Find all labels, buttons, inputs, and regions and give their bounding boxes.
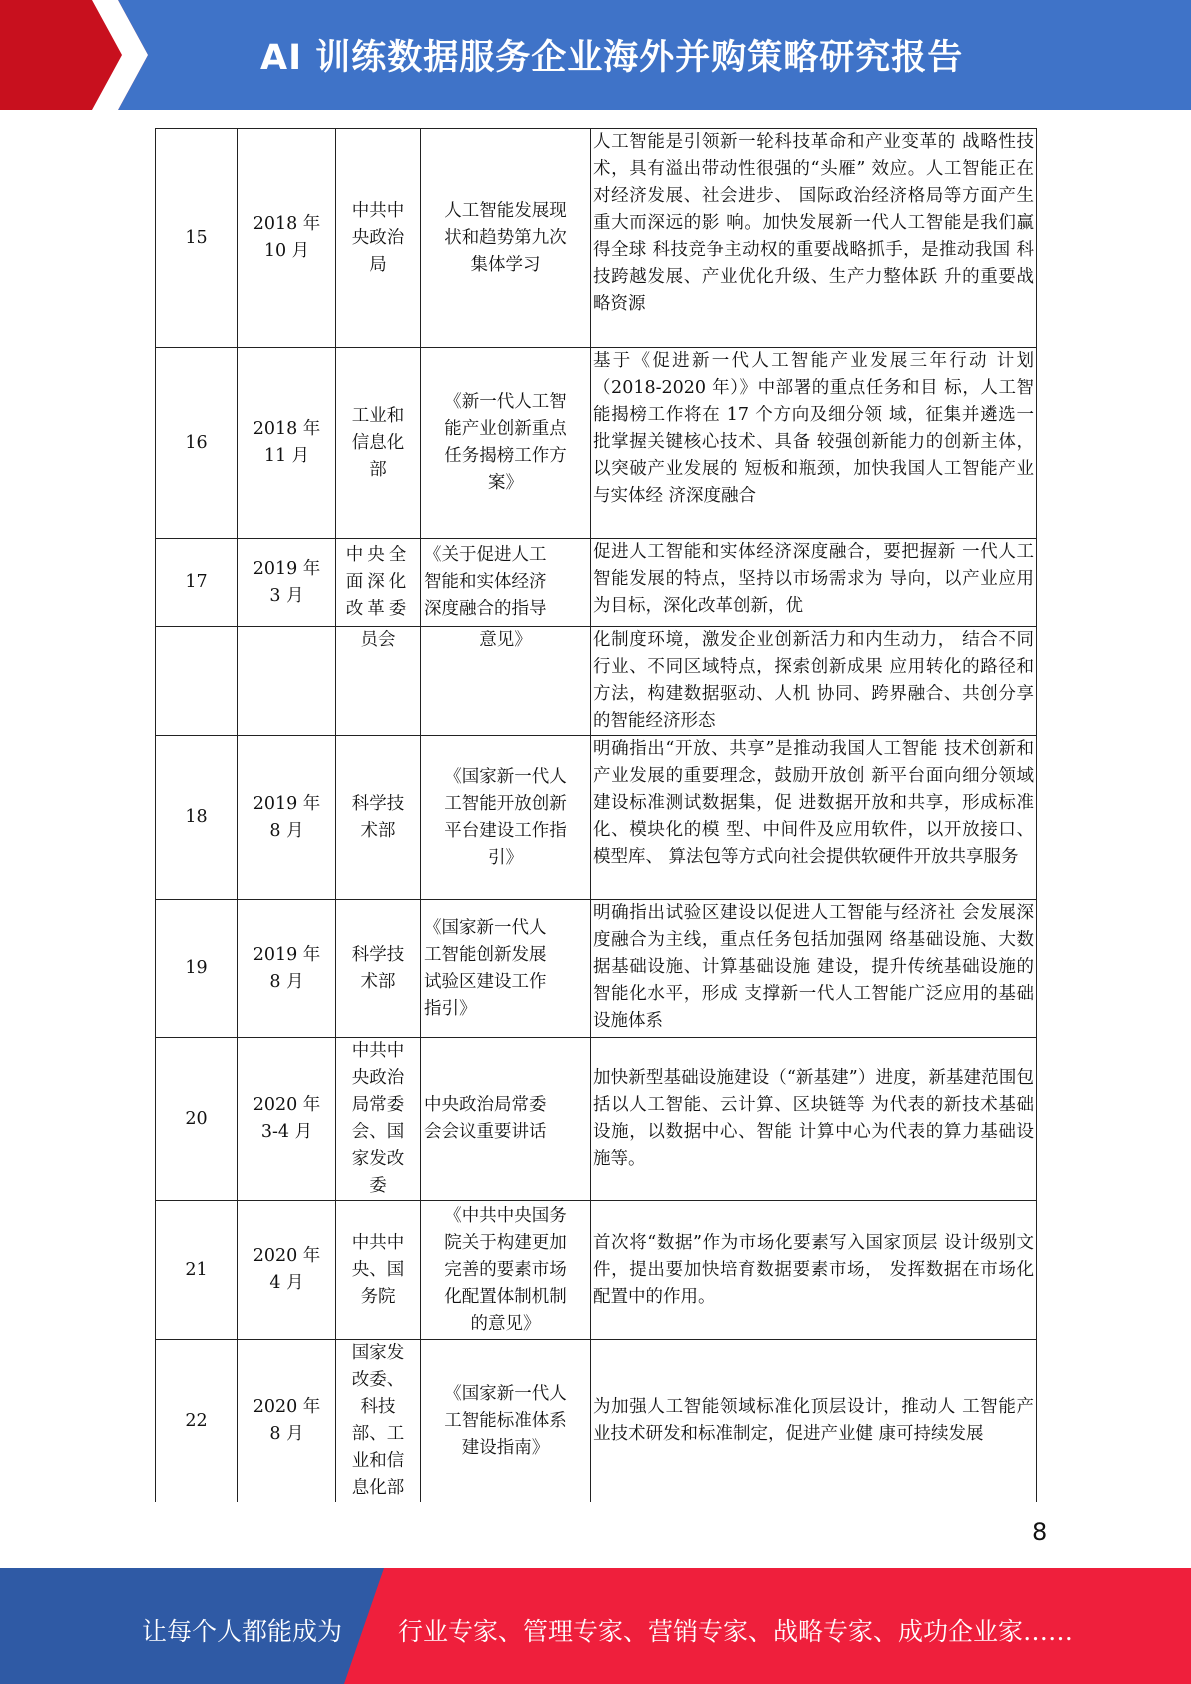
row-date-text: 2020 年 8 月	[252, 1397, 321, 1444]
report-title: AI 训练数据服务企业海外并购策略研究报告	[260, 38, 964, 78]
row-desc: 人工智能是引领新一轮科技革命和产业变革的 战略性技术，具有溢出带动性很强的“头雁” 效应。人工智能正在对经济发展、社会进步、 国际政治经济格局等方面产生重大而深远的影 响。加快发展新一代人工智能是我们赢得全球 科技竞争主动权的重要战略抓手，是推动我国 科技跨越发展、产业优化升级、生产力整体跃 升的重要战略资源	[591, 129, 1037, 348]
footer-slogan-right: 行业专家、管理专家、营销专家、战略专家、成功企业家……	[398, 1617, 1074, 1646]
row-date-text: 2019 年 3 月	[252, 558, 321, 606]
row-date	[238, 1038, 336, 1201]
row-dept	[336, 348, 421, 539]
row-dept-text: 国家发 改委、 科技 部、工 业和信 息化部	[351, 1343, 405, 1498]
row-doc	[421, 900, 591, 1038]
row-number: 15	[156, 129, 238, 348]
row-date	[238, 900, 336, 1038]
page-footer	[0, 1568, 1191, 1684]
row-doc-text: 人工智能发展现 状和趋势第九次 集体学习	[444, 200, 567, 275]
row-desc: 明确指出试验区建设以促进人工智能与经济社 会发展深度融合为主线，重点任务包括加强网 络基础设施、大数据基础设施、计算基础设施 建设，提升传统基础设施的智能化水平，形成 支撑新一代人工智能广泛应用的基础设施体系	[591, 900, 1037, 1038]
row-dept-text: 工业和 信息化 部	[351, 405, 405, 480]
row-date-text: 2020 年 3-4 月	[252, 1095, 321, 1142]
row-doc: 意见》	[421, 627, 591, 736]
row-date-text: 2018 年 10 月	[252, 214, 321, 261]
row-date-text: 2019 年 8 月	[252, 944, 321, 992]
page-header	[0, 0, 1191, 110]
row-date	[238, 627, 336, 736]
row-desc: 明确指出“开放、共享”是推动我国人工智能 技术创新和产业发展的重要理念，鼓励开放创 新平台面向细分领域建设标准测试数据集，促 进数据开放和共享，形成标准化、模块化的模 型、中间件及应用软件，以开放接口、模型库、 算法包等方式向社会提供软硬件开放共享服务	[591, 736, 1037, 900]
table-row	[156, 348, 1037, 539]
row-doc-text: 《关于促进人工 智能和实体经济 深度融合的指导	[424, 545, 547, 619]
page-number: 8	[1032, 1518, 1048, 1546]
table-row	[156, 736, 1037, 900]
row-date	[238, 1340, 336, 1503]
table-row	[156, 1201, 1037, 1340]
table-row	[156, 129, 1037, 348]
row-doc	[421, 1340, 591, 1503]
table-row	[156, 900, 1037, 1038]
row-dept-text: 科学技 术部	[351, 793, 405, 841]
row-doc-text: 中央政治局常委 会会议重要讲话	[424, 1095, 547, 1142]
row-dept	[336, 539, 421, 627]
row-date-text: 2020 年 4 月	[252, 1246, 321, 1293]
row-number: 21	[156, 1201, 238, 1340]
row-doc	[421, 348, 591, 539]
table-row	[156, 1038, 1037, 1201]
row-doc	[421, 129, 591, 348]
row-number: 18	[156, 736, 238, 900]
row-dept	[336, 129, 421, 348]
row-doc-text: 《国家新一代人 工智能开放创新 平台建设工作指 引》	[444, 766, 567, 868]
row-number: 16	[156, 348, 238, 539]
row-number	[156, 627, 238, 736]
row-number: 20	[156, 1038, 238, 1201]
row-date	[238, 348, 336, 539]
row-date	[238, 539, 336, 627]
policy-table-wrapper	[155, 128, 1036, 1502]
row-desc: 首次将“数据”作为市场化要素写入国家顶层 设计级别文件，提出要加快培育数据要素市场， 发挥数据在市场化配置中的作用。	[591, 1201, 1037, 1340]
row-desc: 为加强人工智能领域标准化顶层设计，推动人 工智能产业技术研发和标准制定，促进产业健 康可持续发展	[591, 1340, 1037, 1503]
row-dept-text: 中共中 央政治 局	[351, 200, 405, 275]
row-desc: 加快新型基础设施建设（“新基建”）进度，新基建范围包括以人工智能、云计算、区块链等 为代表的新技术基础设施，以数据中心、智能 计算中心为代表的算力基础设施等。	[591, 1038, 1037, 1201]
table-row	[156, 539, 1037, 627]
row-dept-text: 中共中 央政治 局常委 会、国 家发改 委	[351, 1041, 405, 1196]
row-dept	[336, 1340, 421, 1503]
row-dept	[336, 736, 421, 900]
footer-slogan-left: 让每个人都能成为	[142, 1617, 343, 1646]
policy-table	[155, 128, 1037, 1502]
row-doc	[421, 1038, 591, 1201]
row-dept-text: 科学技 术部	[351, 944, 405, 992]
row-dept: 员会	[336, 627, 421, 736]
row-dept	[336, 1201, 421, 1340]
table-row	[156, 1340, 1037, 1503]
row-dept	[336, 1038, 421, 1201]
row-dept-text: 中共中 央、国 务院	[351, 1232, 405, 1307]
row-desc: 促进人工智能和实体经济深度融合，要把握新 一代人工智能发展的特点，坚持以市场需求为 导向，以产业应用为目标，深化改革创新，优	[591, 539, 1037, 627]
row-number: 19	[156, 900, 238, 1038]
row-doc-text: 《国家新一代人 工智能标准体系 建设指南》	[444, 1383, 567, 1458]
row-doc	[421, 736, 591, 900]
row-date	[238, 1201, 336, 1340]
row-desc: 基于《促进新一代人工智能产业发展三年行动 计划（2018-2020 年）》中部署的重点任务和目 标，人工智能揭榜工作将在 17 个方向及细分领 域，征集并遴选一批掌握关键核心技术、具备 较强创新能力的创新主体，以突破产业发展的 短板和瓶颈，加快我国人工智能产业与实体经 济深度融合	[591, 348, 1037, 539]
row-doc-text: 《国家新一代人 工智能创新发展 试验区建设工作 指引》	[424, 917, 547, 1019]
row-doc	[421, 1201, 591, 1340]
row-date	[238, 129, 336, 348]
row-dept	[336, 900, 421, 1038]
row-date	[238, 736, 336, 900]
row-doc	[421, 539, 591, 627]
row-dept-text: 中央全 面深化 改革委	[345, 545, 411, 619]
table-row	[156, 627, 1037, 736]
row-desc: 化制度环境，激发企业创新活力和内生动力， 结合不同行业、不同区域特点，探索创新成果 应用转化的路径和方法，构建数据驱动、人机 协同、跨界融合、共创分享的智能经济形态	[591, 627, 1037, 736]
row-doc-text: 《中共中央国务 院关于构建更加 完善的要素市场 化配置体制机制 的意见》	[444, 1205, 567, 1334]
row-doc-text: 《新一代人工智 能产业创新重点 任务揭榜工作方 案》	[444, 392, 567, 493]
row-number: 22	[156, 1340, 238, 1503]
row-date-text: 2018 年 11 月	[252, 419, 321, 466]
row-date-text: 2019 年 8 月	[252, 793, 321, 841]
row-number: 17	[156, 539, 238, 627]
